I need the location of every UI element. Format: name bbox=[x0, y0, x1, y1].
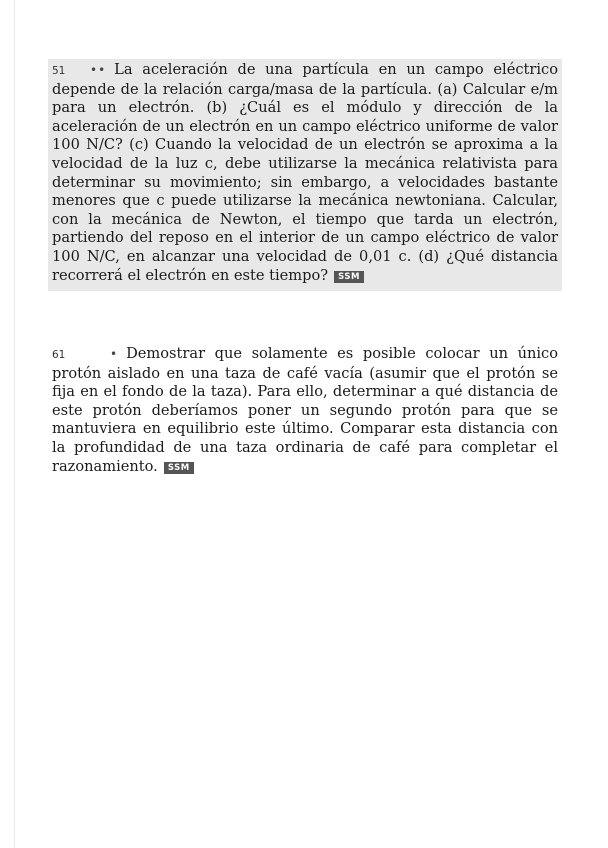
difficulty-indicator: •• bbox=[90, 63, 107, 77]
problem-number: 61 bbox=[52, 349, 66, 361]
problem-text: La aceleración de una partícula en un campo eléctrico depende de la relación carga/masa de la partícula. (a) Calcular e/m para un electrón. (b) ¿Cuál es el módulo y dirección de la aceleración de un electrón en un campo eléctrico uniforme de valor 100 N/C? (c) Cuando la velocidad de un electrón se aproxima a la velocidad de la luz c, debe utilizarse la mecánica relativista para determinar su movimiento; sin embargo, a velocidades bastante menores que c puede utilizarse la mecánica newtoniana. Calcular, con la mecánica de Newton, el tiempo que tarda un electrón, partiendo del reposo en el interior de un campo eléctrico de valor 100 N/C, en alcanzar una velocidad de 0,01 c. (d) ¿Qué distancia recorrerá el electrón en este tiempo? bbox=[52, 61, 558, 284]
problem-51 bbox=[48, 59, 562, 291]
ssm-badge: SSM bbox=[334, 271, 364, 283]
problem-61 bbox=[52, 345, 558, 476]
ssm-badge: SSM bbox=[164, 462, 194, 474]
problem-number: 51 bbox=[52, 65, 66, 77]
difficulty-indicator: • bbox=[110, 347, 119, 361]
page-edge bbox=[14, 0, 15, 848]
problem-text: Demostrar que solamente es posible colocar un único protón aislado en una taza de café vacía (asumir que el protón se fija en el fondo de la taza). Para ello, determinar a qué distancia de este protón deberíamos poner un segundo protón para que se mantuviera en equilibrio este último. Comparar esta distancia con la profundidad de una taza ordinaria de café para completar el razonamiento. bbox=[52, 345, 558, 475]
